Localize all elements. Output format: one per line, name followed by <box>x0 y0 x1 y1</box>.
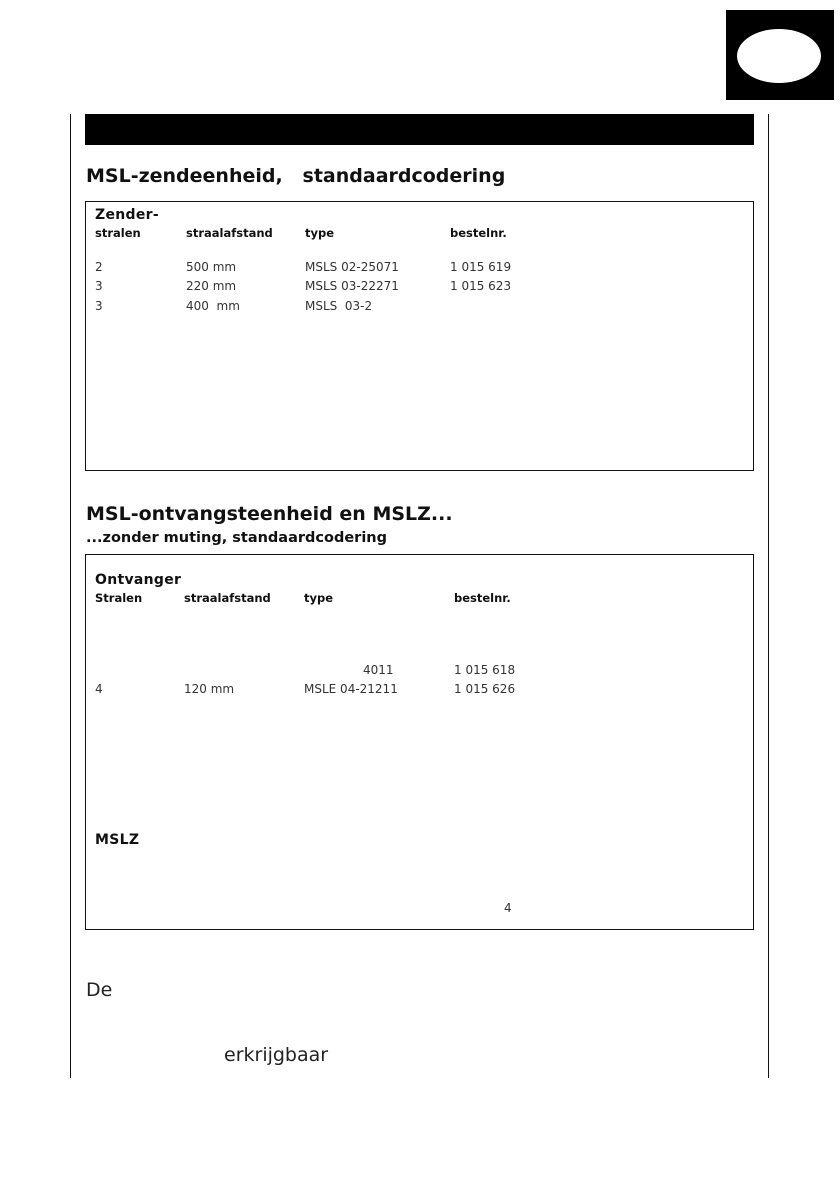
section2-col-bestelnr: bestelnr. <box>454 591 511 605</box>
footer-line-2: erkrijgbaar <box>224 1044 329 1066</box>
s1-r1-straalafstand: 500 mm <box>186 260 237 274</box>
section1-col-type: type <box>305 226 335 240</box>
s2-r1-bestelnr: 1 015 618 <box>454 663 516 677</box>
section1-col-stralen: stralen <box>95 226 141 240</box>
section1-col-bestelnr: bestelnr. <box>450 226 507 240</box>
section2-box <box>85 554 754 930</box>
section1-box <box>85 201 754 471</box>
section2-title: MSL-ontvangsteenheid en MSLZ... <box>86 503 453 525</box>
corner-tab <box>726 10 834 100</box>
s1-r2-bestelnr: 1 015 623 <box>450 279 512 293</box>
s1-r1-type: MSLS 02-25071 <box>305 260 399 274</box>
section2-col-type: type <box>304 591 334 605</box>
corner-tab-oval <box>737 29 821 83</box>
s2-r2-type: MSLE 04-21211 <box>304 682 398 696</box>
section2-col-straalafstand: straalafstand <box>184 591 271 605</box>
s1-r3-stralen: 3 <box>95 299 103 313</box>
s2-r2-straalafstand: 120 mm <box>184 682 235 696</box>
s1-r2-type: MSLS 03-22271 <box>305 279 399 293</box>
section1-group-label: Zender- <box>95 207 159 223</box>
s1-r1-stralen: 2 <box>95 260 103 274</box>
s2-r2-stralen: 4 <box>95 682 103 696</box>
section2-subtitle: ...zonder muting, standaardcodering <box>86 530 387 546</box>
section2-group-label: Ontvanger <box>95 572 182 588</box>
section2-col-stralen: Stralen <box>95 591 143 605</box>
s2-r2-bestelnr: 1 015 626 <box>454 682 516 696</box>
left-margin-rule <box>70 114 71 1078</box>
header-bar <box>85 114 754 145</box>
s1-r3-type: MSLS 03-2 <box>305 299 373 313</box>
s1-r3-straalafstand: 400 mm <box>186 299 240 313</box>
s1-r1-bestelnr: 1 015 619 <box>450 260 512 274</box>
section1-title: MSL-zendeenheid, standaardcodering <box>86 165 506 187</box>
section1-col-straalafstand: straalafstand <box>186 226 273 240</box>
s1-r2-straalafstand: 220 mm <box>186 279 237 293</box>
mslz-value: 4 <box>504 901 512 915</box>
mslz-label: MSLZ <box>95 832 140 848</box>
s1-r2-stralen: 3 <box>95 279 103 293</box>
footer-line-1: De <box>86 979 113 1001</box>
right-margin-rule <box>768 114 769 1078</box>
s2-r1-type: 4011 <box>363 663 394 677</box>
